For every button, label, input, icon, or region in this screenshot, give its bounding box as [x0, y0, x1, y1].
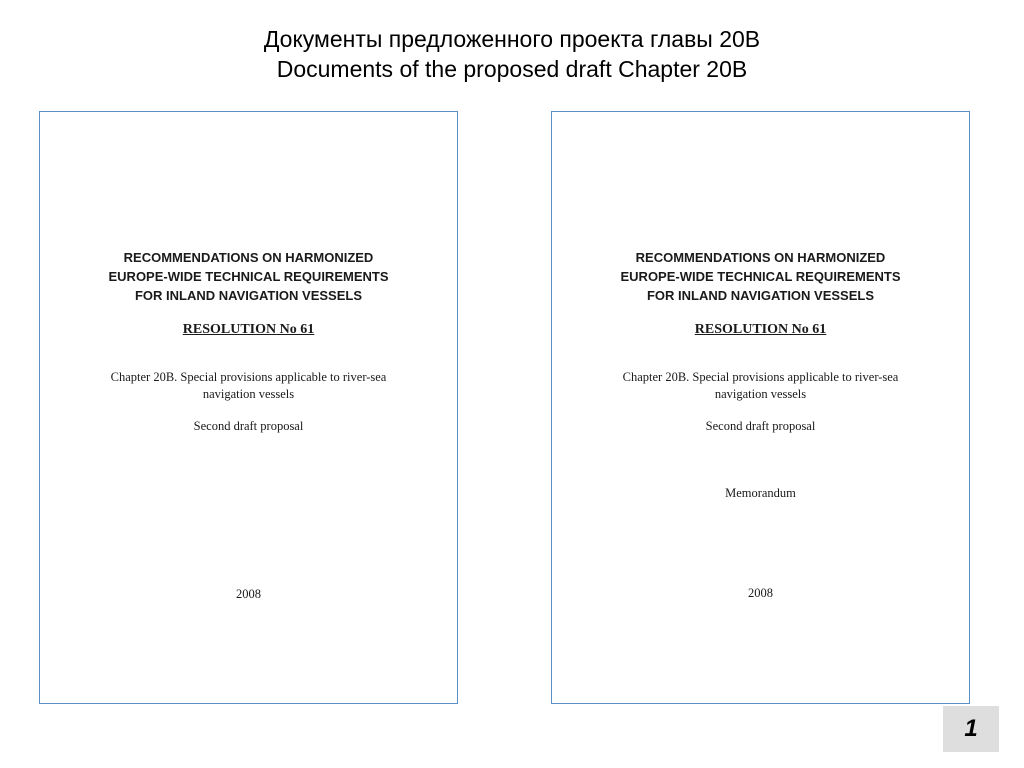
- document-heading-line: EUROPE-WIDE TECHNICAL REQUIREMENTS: [620, 269, 901, 284]
- document-draft-label: Second draft proposal: [705, 419, 816, 433]
- document-resolution: RESOLUTION No 61: [182, 322, 315, 337]
- document-page-draft: [39, 111, 458, 704]
- document-page-memorandum: [551, 111, 970, 704]
- document-heading-line: FOR INLAND NAVIGATION VESSELS: [134, 288, 363, 303]
- document-heading: [552, 248, 969, 305]
- document-heading-line: FOR INLAND NAVIGATION VESSELS: [646, 288, 875, 303]
- document-heading-line: EUROPE-WIDE TECHNICAL REQUIREMENTS: [108, 269, 389, 284]
- document-chapter: [40, 369, 457, 403]
- document-chapter-line: Chapter 20B. Special provisions applicable to river-sea: [622, 370, 899, 384]
- document-chapter-line: navigation vessels: [202, 387, 295, 401]
- document-chapter-line: navigation vessels: [714, 387, 807, 401]
- document-year: 2008: [236, 587, 261, 601]
- document-year: 2008: [748, 586, 773, 600]
- slide-title-english: Documents of the proposed draft Chapter 20B: [276, 56, 748, 82]
- document-draft-label: Second draft proposal: [193, 419, 304, 433]
- document-resolution: RESOLUTION No 61: [694, 322, 827, 337]
- document-memorandum-label: Memorandum: [725, 486, 796, 500]
- document-chapter-line: Chapter 20B. Special provisions applicable to river-sea: [110, 370, 387, 384]
- slide-page-number: 1: [943, 706, 999, 752]
- document-chapter: [552, 369, 969, 403]
- document-heading: [40, 248, 457, 305]
- slide-title-russian: Документы предложенного проекта главы 20В: [263, 26, 761, 52]
- slide-title: [0, 24, 1024, 84]
- document-heading-line: RECOMMENDATIONS ON HARMONIZED: [635, 250, 886, 265]
- document-heading-line: RECOMMENDATIONS ON HARMONIZED: [123, 250, 374, 265]
